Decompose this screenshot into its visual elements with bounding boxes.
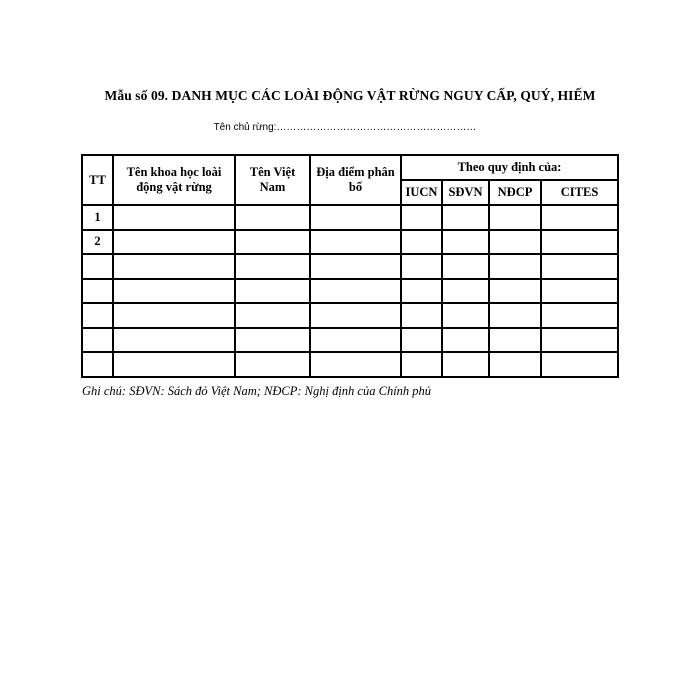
cell-ndcp — [489, 328, 541, 353]
footnote: Ghi chú: SĐVN: Sách đỏ Việt Nam; NĐCP: Nghị định của Chính phủ — [82, 384, 432, 398]
page-title: Mẫu số 09. DANH MỤC CÁC LOÀI ĐỘNG VẬT RỪNG NGUY CẤP, QUÝ, HIẾM — [104, 88, 596, 103]
cell-location — [310, 205, 401, 230]
row-number — [82, 352, 113, 377]
cell-iucn — [401, 205, 442, 230]
cell-sdvn — [442, 352, 489, 377]
cell-iucn — [401, 328, 442, 353]
cell-vietnamese-name — [235, 352, 310, 377]
table-row — [82, 254, 618, 279]
cell-sdvn — [442, 230, 489, 255]
cell-ndcp — [489, 303, 541, 328]
cell-scientific-name — [113, 279, 235, 304]
header-ndcp: NĐCP — [489, 180, 541, 205]
table-row — [82, 303, 618, 328]
cell-ndcp — [489, 279, 541, 304]
cell-vietnamese-name — [235, 254, 310, 279]
table-row — [82, 230, 618, 255]
cell-ndcp — [489, 230, 541, 255]
cell-location — [310, 230, 401, 255]
header-regulation-group: Theo quy định của: — [401, 155, 618, 180]
cell-scientific-name — [113, 254, 235, 279]
header-row-top — [82, 155, 618, 180]
cell-sdvn — [442, 205, 489, 230]
cell-iucn — [401, 352, 442, 377]
cell-location — [310, 254, 401, 279]
cell-ndcp — [489, 254, 541, 279]
cell-location — [310, 328, 401, 353]
cell-vietnamese-name — [235, 205, 310, 230]
cell-cites — [541, 254, 618, 279]
cell-iucn — [401, 254, 442, 279]
row-number — [82, 254, 113, 279]
table-row — [82, 205, 618, 230]
cell-sdvn — [442, 328, 489, 353]
forest-owner-line — [0, 122, 700, 133]
cell-vietnamese-name — [235, 303, 310, 328]
species-table — [81, 154, 619, 378]
header-scientific-name: Tên khoa học loài động vật rừng — [113, 155, 235, 205]
row-number — [82, 303, 113, 328]
cell-sdvn — [442, 279, 489, 304]
row-number: 1 — [82, 205, 113, 230]
row-number — [82, 279, 113, 304]
row-number — [82, 328, 113, 353]
cell-sdvn — [442, 303, 489, 328]
cell-scientific-name — [113, 328, 235, 353]
header-cites: CITES — [541, 180, 618, 205]
cell-location — [310, 279, 401, 304]
cell-ndcp — [489, 205, 541, 230]
cell-iucn — [401, 279, 442, 304]
cell-cites — [541, 328, 618, 353]
table-row — [82, 328, 618, 353]
cell-ndcp — [489, 352, 541, 377]
cell-iucn — [401, 230, 442, 255]
table-row — [82, 352, 618, 377]
cell-cites — [541, 279, 618, 304]
cell-scientific-name — [113, 352, 235, 377]
cell-location — [310, 303, 401, 328]
cell-location — [310, 352, 401, 377]
cell-cites — [541, 303, 618, 328]
cell-scientific-name — [113, 230, 235, 255]
row-number: 2 — [82, 230, 113, 255]
header-vietnamese-name: Tên Việt Nam — [235, 155, 310, 205]
cell-scientific-name — [113, 205, 235, 230]
forest-owner-label: Tên chủ rừng:…………………………………………………… — [213, 122, 477, 133]
cell-vietnamese-name — [235, 230, 310, 255]
cell-cites — [541, 352, 618, 377]
cell-sdvn — [442, 254, 489, 279]
table-row — [82, 279, 618, 304]
header-location: Địa điểm phân bố — [310, 155, 401, 205]
cell-iucn — [401, 303, 442, 328]
header-sdvn: SĐVN — [442, 180, 489, 205]
header-tt: TT — [82, 155, 113, 205]
cell-cites — [541, 230, 618, 255]
header-iucn: IUCN — [401, 180, 442, 205]
cell-scientific-name — [113, 303, 235, 328]
cell-vietnamese-name — [235, 279, 310, 304]
cell-cites — [541, 205, 618, 230]
cell-vietnamese-name — [235, 328, 310, 353]
